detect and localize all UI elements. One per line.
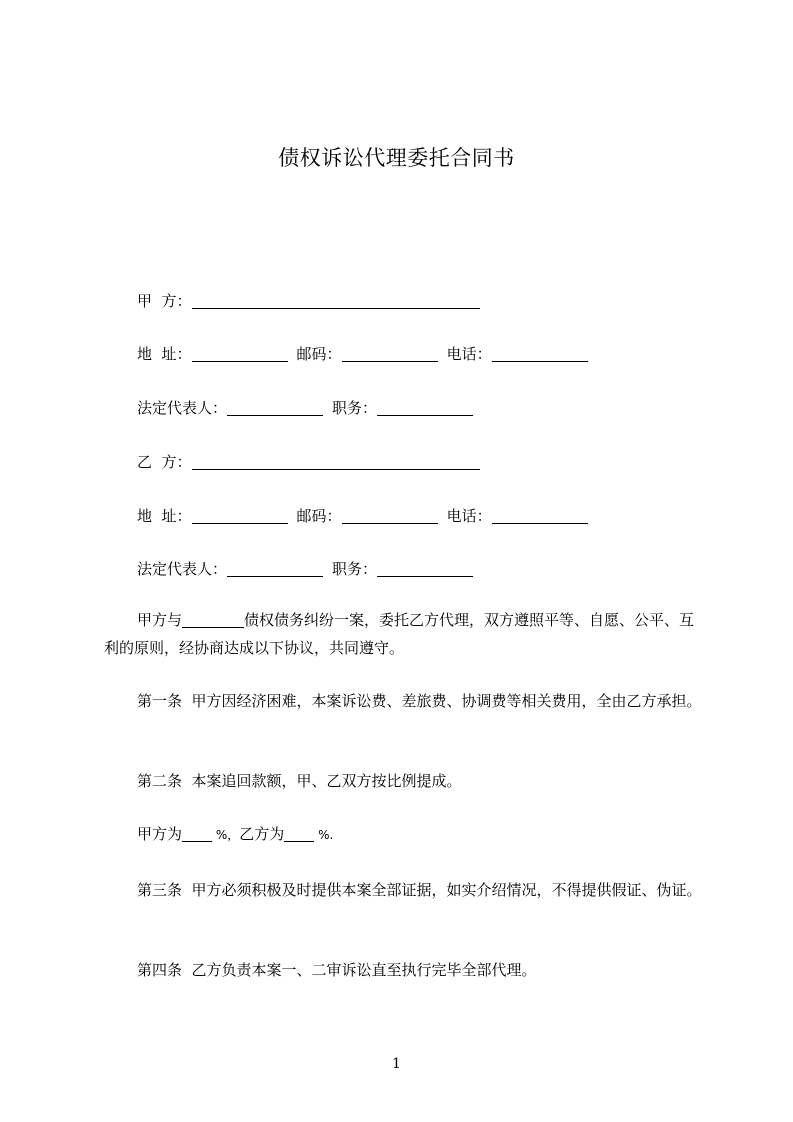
- article-2: [137, 771, 462, 791]
- party-b-address-field[interactable]: [192, 507, 288, 524]
- article-4-text: 第四条 乙方负责本案一、二审诉讼直至执行完毕全部代理。: [137, 961, 537, 979]
- party-a-ratio-field[interactable]: [182, 825, 212, 842]
- party-b-ratio-field[interactable]: [284, 825, 314, 842]
- party-b-address-label: 地 址：: [137, 507, 192, 525]
- party-b-ratio-unit: %.: [314, 828, 334, 842]
- party-b-name-field[interactable]: [192, 453, 480, 470]
- party-a-rep-label: 法定代表人：: [137, 399, 228, 417]
- party-b-postcode-label: 邮码：: [296, 507, 342, 525]
- ratio-row: [137, 824, 333, 845]
- party-a-phone-field[interactable]: [492, 345, 588, 362]
- party-a-name-field[interactable]: [192, 292, 480, 309]
- party-b-position-label: 职务：: [332, 560, 378, 578]
- party-a-name-label: 甲 方：: [137, 292, 192, 310]
- article-4: [137, 960, 537, 980]
- party-b-rep-field[interactable]: [227, 560, 323, 577]
- party-a-name-row: [137, 291, 480, 311]
- intro-prefix: 甲方与: [137, 611, 183, 629]
- party-a-position-label: 职务：: [332, 399, 378, 417]
- party-b-ratio-label: 乙方为: [239, 825, 285, 843]
- party-a-address-row: [137, 344, 588, 364]
- party-a-address-label: 地 址：: [137, 345, 192, 363]
- party-b-name-label: 乙 方：: [137, 453, 192, 471]
- party-a-rep-row: [137, 398, 473, 418]
- document-title: 债权诉讼代理委托合同书: [278, 146, 515, 170]
- party-b-name-row: [137, 452, 480, 472]
- party-b-address-row: [137, 506, 588, 526]
- party-b-postcode-field[interactable]: [342, 507, 438, 524]
- party-a-ratio-unit: %，: [212, 828, 240, 842]
- intro-text: 债权债务纠纷一案，委托乙方代理，双方遵照平等、自愿、公平、互利的原则，经协商达成以下协议，共同遵守。: [104, 611, 695, 657]
- article-3-text: 第三条 甲方必须积极及时提供本案全部证据，如实介绍情况，不得提供假证、伪证。: [137, 881, 702, 899]
- page-number: 1: [392, 1056, 401, 1072]
- party-a-ratio-label: 甲方为: [137, 825, 183, 843]
- party-a-rep-field[interactable]: [227, 399, 323, 416]
- party-b-phone-label: 电话：: [446, 507, 492, 525]
- party-a-phone-label: 电话：: [446, 345, 492, 363]
- party-b-position-field[interactable]: [377, 560, 473, 577]
- counterparty-field[interactable]: [182, 611, 244, 628]
- party-a-postcode-field[interactable]: [342, 345, 438, 362]
- party-b-rep-label: 法定代表人：: [137, 560, 228, 578]
- party-b-rep-row: [137, 559, 473, 579]
- party-a-postcode-label: 邮码：: [296, 345, 342, 363]
- article-1-text: 第一条 甲方因经济困难，本案诉讼费、差旅费、协调费等相关费用，全由乙方承担。: [137, 692, 702, 710]
- intro-paragraph: [104, 606, 704, 662]
- party-b-phone-field[interactable]: [492, 507, 588, 524]
- article-1: [104, 687, 704, 715]
- article-2-text: 第二条 本案追回款额，甲、乙双方按比例提成。: [137, 772, 462, 790]
- party-a-position-field[interactable]: [377, 399, 473, 416]
- article-3: [104, 876, 704, 904]
- party-a-address-field[interactable]: [192, 345, 288, 362]
